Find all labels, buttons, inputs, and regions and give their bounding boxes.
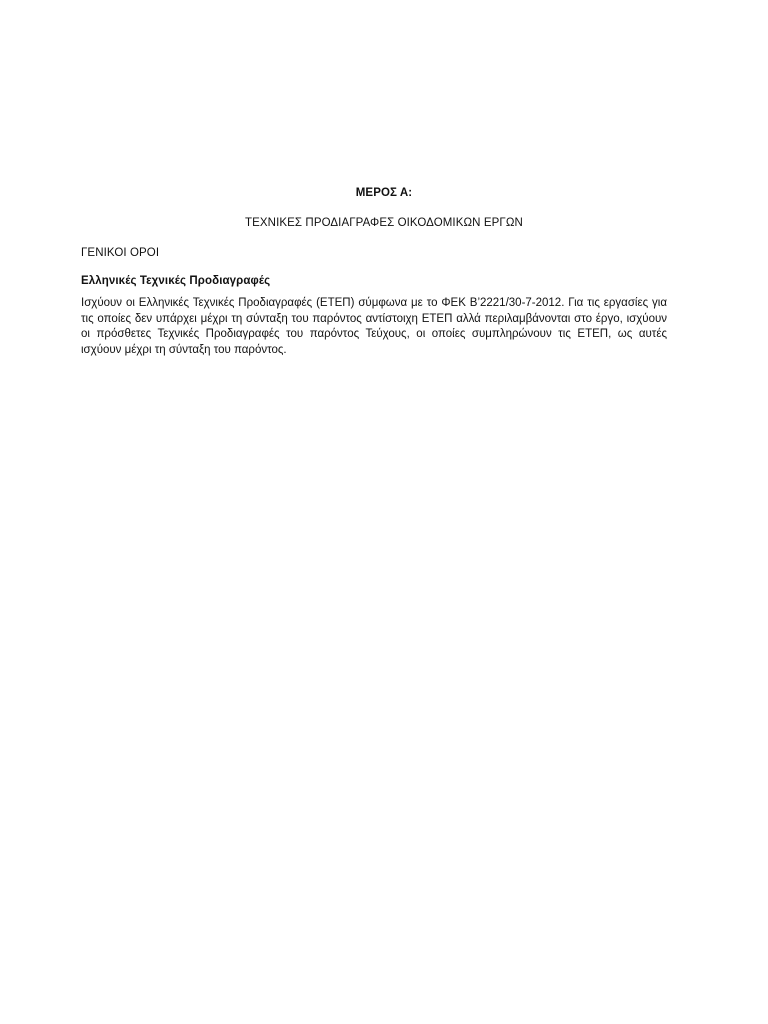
document-title: ΤΕΧΝΙΚΕΣ ΠΡΟΔΙΑΓΡΑΦΕΣ ΟΙΚΟΔΟΜΙΚΩΝ ΕΡΓΩΝ [245, 217, 523, 229]
subsection-heading: Ελληνικές Τεχνικές Προδιαγραφές [81, 275, 271, 287]
body-paragraph: Ισχύουν οι Ελληνικές Τεχνικές Προδιαγραφές (ΕΤΕΠ) σύμφωνα με το ΦΕΚ Β’2221/30-7-2012. Για τις εργασίες για τις οποίες δεν υπάρχει μέχρι τη σύνταξη του παρόντος αντίστοιχη ΕΤΕΠ αλλά περιλαμβάνονται στο έργο, ισχύουν οι πρόσθετες Τεχνικές Προδιαγραφές του παρόντος Τεύχους, οι οποίες συμπληρώνουν τις ΕΤΕΠ, ως αυτές ισχύουν μέχρι τη σύνταξη του παρόντος. [81, 297, 667, 356]
part-heading: ΜΕΡΟΣ Α: [355, 187, 413, 199]
section-heading: ΓΕΝΙΚΟΙ ΟΡΟΙ [81, 247, 160, 259]
